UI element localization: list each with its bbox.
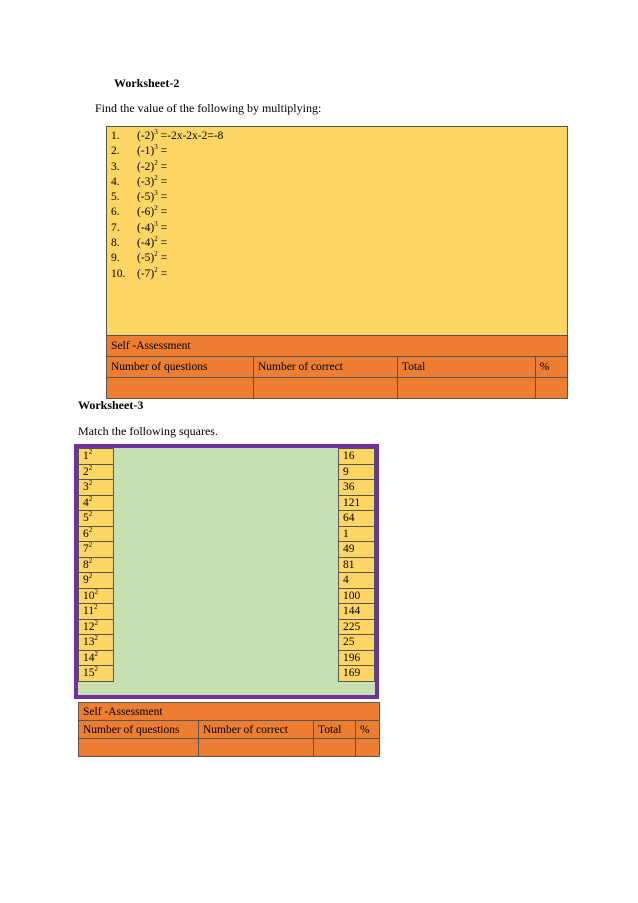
header-percent: % [356, 721, 380, 739]
right-value-cell[interactable]: 144 [339, 604, 375, 620]
question-base: (-4) [137, 221, 155, 234]
right-value-cell[interactable]: 64 [339, 511, 375, 527]
cell-percent[interactable] [535, 378, 567, 399]
worksheet-2-question-box [106, 126, 568, 337]
question-base: (-5) [137, 252, 155, 265]
question-item [111, 267, 223, 282]
left-square-row [79, 588, 114, 604]
square-exponent: 2 [88, 525, 93, 534]
left-square-row [79, 635, 114, 651]
question-exponent: 3 [154, 143, 158, 152]
square-exponent: 2 [94, 649, 98, 658]
left-square-row [79, 495, 114, 511]
question-exponent: 2 [154, 235, 158, 244]
question-base: (-1) [137, 145, 155, 158]
square-exponent: 2 [94, 618, 98, 627]
square-exponent: 2 [94, 603, 98, 612]
worksheet-2-question-list [111, 129, 223, 282]
square-base: 15 [83, 667, 95, 679]
question-number: 10. [111, 267, 126, 280]
worksheet-2-title: Worksheet-2 [114, 76, 180, 90]
question-item [111, 251, 223, 266]
worksheet-3-left-column [78, 448, 114, 682]
cell-number-of-correct[interactable] [199, 739, 314, 757]
square-base: 7 [83, 543, 89, 555]
question-rest: = [157, 221, 168, 234]
question-rest: = [157, 206, 168, 219]
question-item [111, 129, 223, 144]
question-number: 5. [111, 191, 120, 204]
right-value-cell[interactable]: 169 [339, 666, 375, 682]
right-value-row [339, 526, 375, 542]
left-square-cell[interactable] [79, 449, 114, 465]
question-rest: = [157, 252, 168, 265]
right-value-cell[interactable]: 25 [339, 635, 375, 651]
left-square-cell[interactable] [79, 542, 114, 558]
question-number: 6. [111, 206, 120, 219]
cell-total[interactable] [314, 739, 356, 757]
right-value-cell[interactable]: 121 [339, 495, 375, 511]
question-exponent: 3 [154, 128, 158, 137]
left-square-cell[interactable] [79, 635, 114, 651]
right-value-row [339, 635, 375, 651]
left-square-row [79, 604, 114, 620]
left-square-row [79, 464, 114, 480]
square-exponent: 2 [88, 494, 93, 503]
left-square-row [79, 666, 114, 682]
header-number-of-questions: Number of questions [107, 357, 254, 378]
right-value-row [339, 588, 375, 604]
header-number-of-correct: Number of correct [253, 357, 397, 378]
right-value-cell[interactable]: 81 [339, 557, 375, 573]
question-number: 8. [111, 237, 120, 250]
right-value-row [339, 449, 375, 465]
self-assessment-label: Self -Assessment [107, 336, 568, 357]
left-square-cell[interactable] [79, 464, 114, 480]
question-item [111, 144, 223, 159]
left-square-cell[interactable] [79, 495, 114, 511]
right-value-row [339, 495, 375, 511]
left-square-cell[interactable] [79, 619, 114, 635]
square-base: 8 [83, 558, 89, 571]
right-value-row [339, 604, 375, 620]
square-base: 13 [83, 636, 95, 648]
right-value-row [339, 666, 375, 682]
left-square-cell[interactable] [79, 650, 114, 666]
question-rest: = [157, 160, 168, 173]
worksheet-3-instruction: Match the following squares. [78, 424, 218, 438]
right-value-row [339, 464, 375, 480]
square-exponent: 2 [88, 556, 93, 565]
right-value-cell[interactable]: 16 [339, 449, 375, 465]
right-value-row [339, 511, 375, 527]
cell-percent[interactable] [356, 739, 380, 757]
left-square-cell[interactable] [79, 511, 114, 527]
square-exponent: 2 [88, 479, 93, 488]
question-item [111, 205, 223, 220]
right-value-cell[interactable]: 225 [339, 619, 375, 635]
left-square-cell[interactable] [79, 480, 114, 496]
self-assessment-label: Self -Assessment [79, 703, 380, 721]
question-number: 2. [111, 145, 120, 158]
left-square-row [79, 573, 114, 589]
left-square-row [79, 542, 114, 558]
square-base: 3 [83, 481, 89, 493]
right-value-row [339, 480, 375, 496]
worksheet-3-self-assessment-table [78, 702, 380, 757]
square-base: 6 [83, 527, 89, 540]
header-percent: % [535, 357, 567, 378]
question-rest: =-2x-2x-2=-8 [157, 130, 224, 142]
question-rest: = [157, 237, 168, 250]
square-base: 1 [83, 450, 89, 462]
square-base: 4 [83, 496, 89, 509]
right-value-row [339, 542, 375, 558]
cell-total[interactable] [397, 378, 535, 399]
square-base: 2 [83, 465, 89, 478]
square-exponent: 2 [94, 634, 98, 643]
worksheet-2-instruction: Find the value of the following by multiplying: [95, 101, 322, 115]
question-exponent: 2 [154, 174, 158, 183]
square-base: 10 [83, 589, 95, 602]
question-base: (-4) [137, 237, 155, 250]
right-value-row [339, 650, 375, 666]
worksheet-3-match-box [74, 444, 379, 699]
right-value-cell[interactable]: 4 [339, 573, 375, 589]
cell-number-of-questions[interactable] [79, 739, 199, 757]
square-exponent: 2 [88, 572, 93, 581]
square-base: 12 [83, 620, 95, 633]
left-square-row [79, 526, 114, 542]
header-number-of-questions: Number of questions [79, 721, 199, 739]
square-exponent: 2 [88, 541, 93, 550]
left-square-row [79, 650, 114, 666]
question-base: (-2) [137, 130, 155, 142]
worksheet-3-title: Worksheet-3 [78, 398, 144, 412]
question-number: 3. [111, 160, 120, 173]
right-value-cell[interactable]: 100 [339, 588, 375, 604]
question-exponent: 2 [154, 158, 158, 167]
question-exponent: 2 [154, 204, 158, 213]
question-rest: = [157, 191, 168, 204]
left-square-cell[interactable] [79, 557, 114, 573]
right-value-cell[interactable]: 49 [339, 542, 375, 558]
question-base: (-3) [137, 175, 155, 188]
question-base: (-2) [137, 160, 155, 173]
question-item [111, 236, 223, 251]
square-base: 11 [83, 605, 95, 617]
left-square-row [79, 449, 114, 465]
question-item [111, 221, 223, 236]
square-exponent: 2 [88, 448, 93, 457]
square-exponent: 2 [94, 665, 98, 674]
question-item [111, 160, 223, 175]
square-exponent: 2 [88, 510, 93, 519]
square-exponent: 2 [88, 463, 93, 472]
left-square-cell[interactable] [79, 666, 114, 682]
right-value-row [339, 557, 375, 573]
question-exponent: 3 [154, 189, 158, 198]
question-exponent: 3 [154, 219, 158, 228]
question-rest: = [157, 145, 168, 158]
right-value-row [339, 573, 375, 589]
left-square-row [79, 480, 114, 496]
question-number: 7. [111, 221, 120, 234]
left-square-cell[interactable] [79, 526, 114, 542]
square-base: 9 [83, 574, 89, 586]
left-square-cell[interactable] [79, 588, 114, 604]
header-total: Total [397, 357, 535, 378]
question-item [111, 190, 223, 205]
cell-number-of-questions[interactable] [107, 378, 254, 399]
question-base: (-5) [137, 191, 155, 204]
cell-number-of-correct[interactable] [253, 378, 397, 399]
question-base: (-6) [137, 206, 155, 219]
worksheet-3-right-column [338, 448, 375, 682]
question-exponent: 2 [154, 265, 158, 274]
left-square-cell[interactable] [79, 604, 114, 620]
question-rest: = [157, 175, 168, 188]
question-rest: = [157, 267, 168, 280]
worksheet-2-self-assessment-table [106, 335, 568, 399]
question-number: 9. [111, 252, 120, 265]
question-number: 4. [111, 175, 120, 188]
left-square-row [79, 619, 114, 635]
square-exponent: 2 [94, 587, 98, 596]
header-total: Total [314, 721, 356, 739]
right-value-cell[interactable]: 196 [339, 650, 375, 666]
question-exponent: 2 [154, 250, 158, 259]
left-square-row [79, 557, 114, 573]
question-number: 1. [111, 130, 120, 142]
square-base: 14 [83, 651, 95, 664]
right-value-cell[interactable]: 9 [339, 464, 375, 480]
right-value-cell[interactable]: 36 [339, 480, 375, 496]
right-value-cell[interactable]: 1 [339, 526, 375, 542]
right-value-row [339, 619, 375, 635]
question-item [111, 175, 223, 190]
square-base: 5 [83, 512, 89, 524]
left-square-row [79, 511, 114, 527]
header-number-of-correct: Number of correct [199, 721, 314, 739]
question-base: (-7) [137, 267, 155, 280]
left-square-cell[interactable] [79, 573, 114, 589]
